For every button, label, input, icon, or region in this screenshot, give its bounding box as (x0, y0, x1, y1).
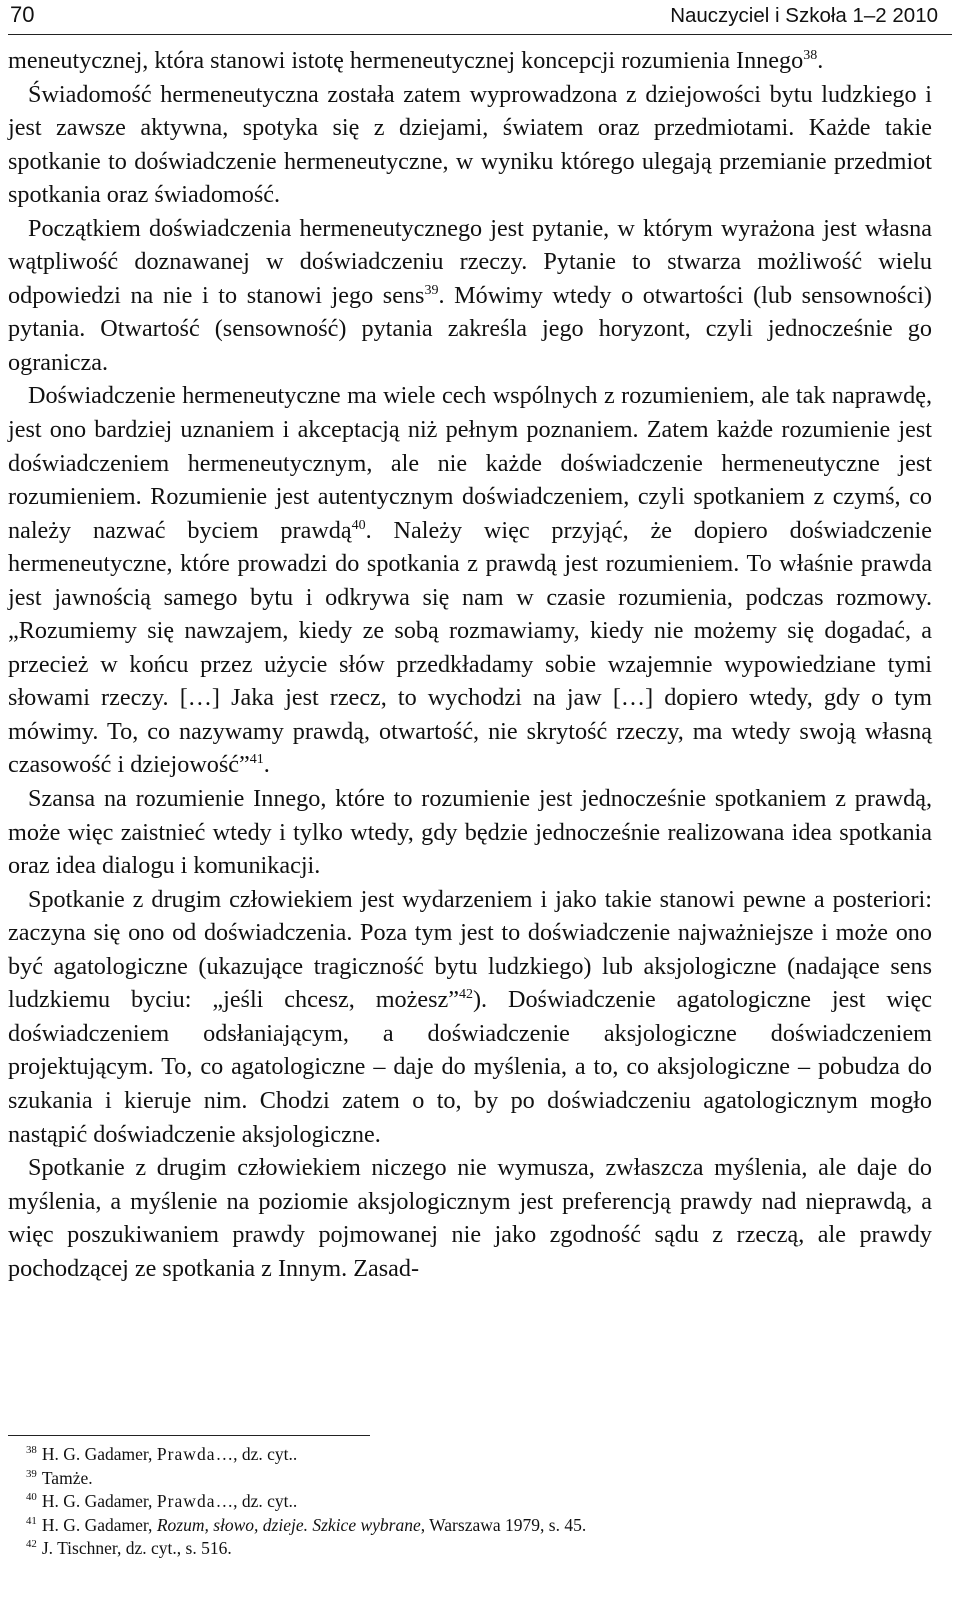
paragraph (8, 379, 932, 782)
text-run: Szansa na rozumienie Innego, które to rozumienie jest jednocześnie spotkaniem z prawdą, może więc zaistnieć wtedy i tylko wtedy, gdy będzie jednocześnie realizowana idea spotkania oraz idea dialogu i komunikacji. (8, 785, 932, 880)
text-run: , Warszawa 1979, s. 45. (420, 1514, 587, 1535)
text-run: . Mówimy wtedy o otwartości (lub sensowności) pytania. Otwartość (sensowność) pytania zakreśla jego horyzont, czyli jednocześnie go ogranicza. (8, 281, 932, 376)
text-run: Świadomość hermeneutyczna została zatem wyprowadzona z dziejowości bytu ludzkiego i jest zawsze aktywna, spotyka się z dziejami, światem oraz przedmiotami. Każde takie spotkanie to doświadczenie hermeneutyczne, w wyniku którego ulegają przemianie przedmiot spotkania oraz świadomość. (8, 80, 932, 209)
footnote-number: 42 (26, 1538, 37, 1551)
body-text (8, 44, 932, 1285)
italic-title: Rozum, słowo, dzieje. Szkice wybrane (156, 1514, 421, 1535)
footnote (26, 1514, 926, 1538)
footnote-number: 39 (26, 1467, 37, 1480)
text-run: Doświadczenie hermeneutyczne ma wiele cech wspólnych z rozumieniem, ale tak naprawdę, jest ono bardziej uznaniem i akceptacją niż pełnym poznaniem. Zatem każde rozumienie jest doświadczeniem hermeneutycznym, ale nie każde doświadczenie hermeneutyczne jest rozumieniem. Rozumienie jest autentycznym doświadczeniem, czyli spotkaniem z czymś, co należy nazwać byciem prawdą (8, 382, 932, 544)
page-header (8, 0, 952, 35)
text-run: meneutycznej, która stanowi istotę hermeneutycznej koncepcji rozumienia Innego (8, 47, 804, 74)
text-run: J. Tischner, dz. cyt., s. 516. (41, 1538, 232, 1558)
paragraph (8, 212, 932, 380)
paragraph (8, 78, 932, 212)
text-run: H. G. Gadamer, (41, 1514, 157, 1535)
text-run: Spotkanie z drugim człowiekiem niczego nie wymusza, zwłaszcza myślenia, ale daje do myślenia, a myślenie na poziomie aksjologicznym jest preferencją prawdy nad nieprawdą, a więc poszukiwaniem prawdy pojmowanej nie jako zgodność sądu z rzeczą, ale prawdy pochodzącej ze spotkania z Innym. Zasad- (8, 1154, 932, 1282)
text-run: . Należy więc przyjąć, że dopiero doświadczenie hermeneutyczne, które prowadzi do spotkania z prawdą jest rozumieniem. To właśnie prawda jest jawnością samego bytu i odkrywa się nam w czasie rozumienia, podczas rozmowy. „Rozumiemy się nawzajem, kiedy ze sobą rozmawiamy, kiedy nie możemy się dogadać, a przecież w końcu przez użycie słów przedkładamy sobie wzajemnie wypowiedziane tymi słowami rzeczy. […] Jaka jest rzecz, to wychodzi na jaw […] dopiero wtedy, gdy o tym mówimy. To, co nazywamy prawdą, otwartość, nie skrytość rzeczy, ma wtedy swoją własną czasowość i dziejowość” (8, 516, 932, 779)
text-run: . (817, 47, 824, 74)
footnote-number: 38 (26, 1444, 37, 1457)
footnote (26, 1467, 926, 1491)
footnote (26, 1490, 926, 1514)
footnote-number: 41 (26, 1514, 37, 1527)
page-number: 70 (10, 2, 35, 27)
text-run: …, dz. cyt.. (215, 1444, 298, 1464)
footnote (26, 1443, 926, 1467)
text-run: …, dz. cyt.. (215, 1491, 298, 1511)
spaced-title: Prawda (156, 1491, 216, 1511)
spaced-title: Prawda (156, 1444, 216, 1464)
footnote (26, 1537, 926, 1561)
footnote-ref: 42 (458, 986, 473, 1003)
paragraph (8, 1151, 932, 1285)
paragraph (8, 44, 932, 78)
text-run: Spotkanie z drugim człowiekiem jest wydarzeniem i jako takie stanowi pewne a posteriori: zaczyna się ono od doświadczenia. Poza tym jest to doświadczenie najważniejsze i może ono być agatologiczne (ukazujące tragiczność bytu ludzkiego) lub aksjologiczne (nadające sens ludzkiemu byciu: „jeśli chcesz, możesz” (8, 885, 932, 1014)
journal-title: Nauczyciel i Szkoła 1–2 2010 (670, 4, 938, 27)
footnote-ref: 40 (351, 516, 366, 533)
footnote-ref: 39 (424, 281, 439, 298)
text-run: Początkiem doświadczenia hermeneutycznego jest pytanie, w którym wyrażona jest własna wątpliwość doznawanej w doświadczeniu rzeczy. Pytanie to stwarza możliwość wielu odpowiedzi na nie i to stanowi jego sens (8, 214, 932, 309)
text-run: H. G. Gadamer, (41, 1491, 157, 1511)
footnote-ref: 41 (249, 751, 264, 768)
text-run: . (263, 751, 270, 779)
text-run: H. G. Gadamer, (41, 1444, 157, 1464)
footnote-divider (8, 1435, 370, 1436)
footnote-ref: 38 (803, 46, 818, 63)
text-run: ). Doświadczenie agatologiczne jest więc doświadczeniem odsłaniającym, a doświadczenie aksjologiczne doświadczeniem projektującym. To, co agatologiczne – daje do myślenia, a to, co aksjologiczne – pobudza do szukania i kieruje nim. Chodzi zatem o to, by po doświadczeniu agatologicznym mogło nastąpić doświadczenie aksjologiczne. (8, 986, 932, 1148)
text-run: Tamże. (41, 1467, 93, 1488)
footnotes (26, 1443, 926, 1561)
paragraph (8, 883, 932, 1151)
paragraph (8, 782, 932, 883)
footnote-number: 40 (26, 1491, 37, 1504)
